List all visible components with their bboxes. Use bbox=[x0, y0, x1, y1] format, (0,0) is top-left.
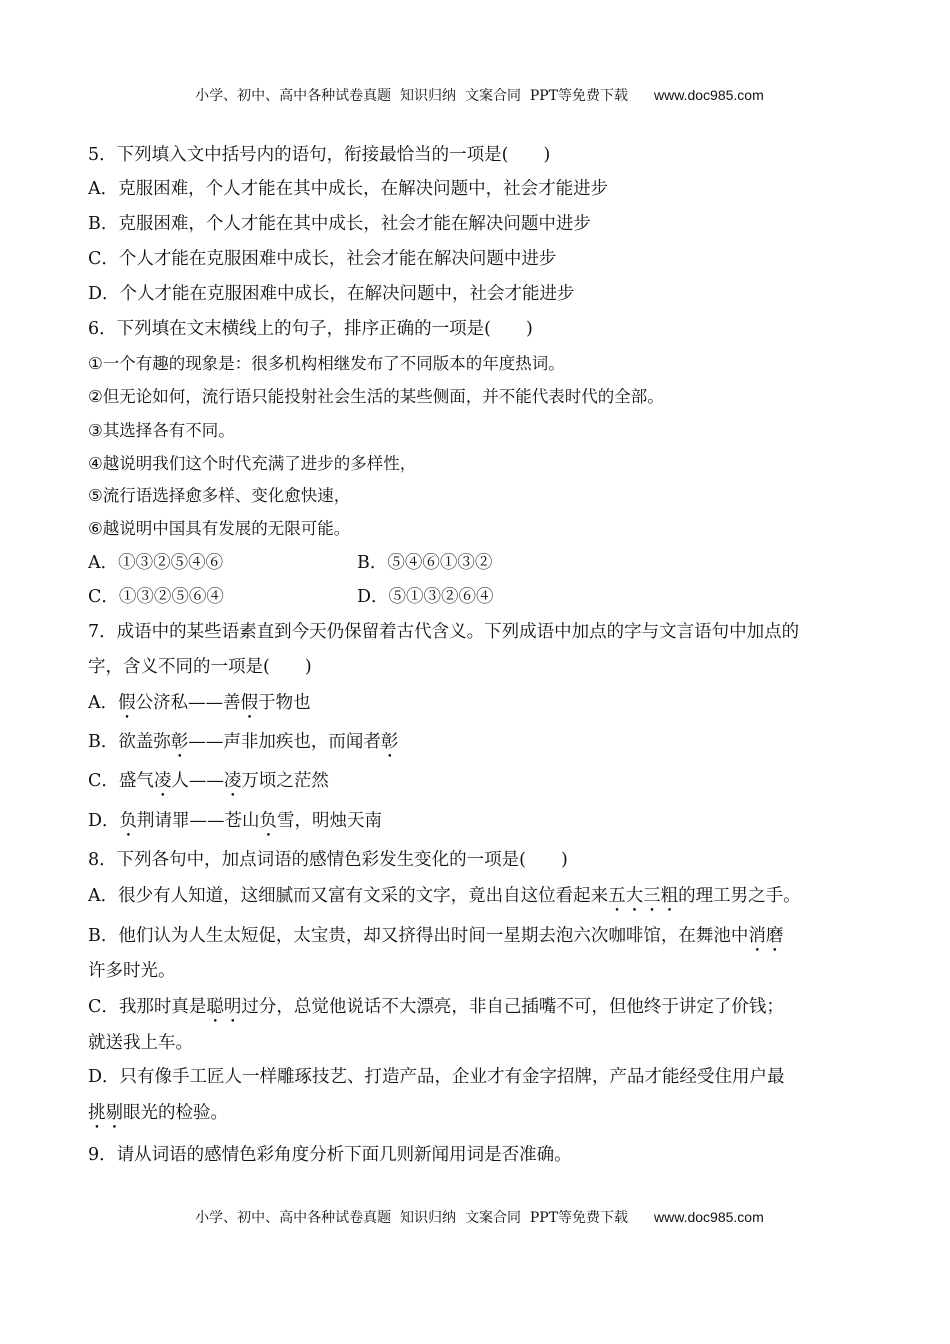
text-segment: C．盛气 bbox=[88, 771, 154, 791]
text-segment: D．个人才能在克服困难中成长，在解决问题中，社会才能进步 bbox=[88, 284, 575, 304]
text-segment: A． bbox=[88, 693, 119, 713]
text-segment: 5．下列填入文中括号内的语句，衔接最恰当的一项是( ) bbox=[88, 145, 551, 165]
footer-text: 小学、初中、高中各种试卷真题 知识归纳 文案合同 PPT等免费下载 bbox=[195, 1210, 629, 1226]
text-line bbox=[88, 352, 565, 376]
text-segment: ⑥越说明中国具有发展的无限可能。 bbox=[88, 519, 351, 538]
text-line bbox=[88, 247, 556, 271]
page-header bbox=[0, 69, 950, 105]
text-segment: 字，含义不同的一项是( ) bbox=[88, 657, 312, 677]
text-segment: D．只有像手工匠人一样雕琢技艺、打造产品，企业才有金字招牌，产品才能经受住用户最 bbox=[88, 1067, 785, 1087]
text-segment: B．他们认为人生太短促，太宝贵，却又挤得出时间一星期去泡六次咖啡馆，在舞池中 bbox=[88, 926, 749, 946]
text-segment: ④越说明我们这个时代充满了进步的多样性， bbox=[88, 454, 417, 473]
text-line bbox=[88, 317, 533, 341]
text-segment: ——声非加疾也，而闻者 bbox=[188, 732, 381, 752]
text-line bbox=[88, 730, 398, 762]
emphasized-text: 负 bbox=[119, 811, 138, 831]
text-line bbox=[88, 959, 176, 983]
text-line bbox=[88, 924, 783, 956]
emphasized-text: 凌 bbox=[153, 771, 172, 791]
text-line bbox=[88, 655, 312, 679]
text-segment: D． bbox=[88, 811, 120, 831]
text-line bbox=[88, 517, 350, 541]
emphasized-text: 挑剔 bbox=[88, 1103, 123, 1123]
text-segment: A．克服困难，个人才能在其中成长，在解决问题中，社会才能进步 bbox=[88, 179, 609, 199]
text-segment: 人—— bbox=[171, 771, 224, 791]
text-line bbox=[88, 1031, 193, 1055]
text-line bbox=[88, 585, 494, 609]
text-segment: C．个人才能在克服困难中成长，社会才能在解决问题中进步 bbox=[88, 249, 557, 269]
text-line bbox=[88, 1065, 785, 1089]
text-segment: 许多时光。 bbox=[88, 961, 176, 981]
header-text: 小学、初中、高中各种试卷真题 知识归纳 文案合同 PPT等免费下载 bbox=[195, 88, 629, 104]
text-line bbox=[88, 419, 235, 443]
text-segment: 9．请从词语的感情色彩角度分析下面几则新闻用词是否准确。 bbox=[88, 1145, 572, 1165]
text-segment: 万顷之茫然 bbox=[241, 771, 329, 791]
text-segment: 的理工男之手。 bbox=[678, 886, 801, 906]
text-segment: 6．下列填在文末横线上的句子，排序正确的一项是( ) bbox=[88, 319, 533, 339]
text-line bbox=[88, 551, 493, 575]
text-line bbox=[88, 177, 608, 201]
text-line bbox=[88, 848, 568, 872]
text-segment: 雪，明烛天南 bbox=[277, 811, 383, 831]
text-segment: 8．下列各句中，加点词语的感情色彩发生变化的一项是( ) bbox=[88, 850, 568, 870]
text-segment: ⑤流行语选择愈多样、变化愈快速， bbox=[88, 486, 351, 505]
text-line bbox=[88, 385, 664, 409]
emphasized-text: 聪明 bbox=[206, 997, 242, 1017]
text-line bbox=[88, 620, 799, 644]
emphasized-text: 负 bbox=[259, 811, 278, 831]
text-line bbox=[88, 1101, 228, 1133]
text-line bbox=[88, 691, 311, 723]
header-url[interactable]: www.doc985.com bbox=[654, 87, 764, 103]
text-segment: C．①③②⑤⑥④ bbox=[88, 587, 224, 607]
page-footer bbox=[0, 1191, 950, 1227]
emphasized-text: 彰 bbox=[380, 732, 399, 752]
emphasized-text: 五大三粗 bbox=[608, 886, 679, 906]
text-segment: A．①③②⑤④⑥ bbox=[88, 553, 224, 573]
text-segment: 公济私——善 bbox=[135, 693, 241, 713]
text-segment: 就送我上车。 bbox=[88, 1033, 193, 1053]
footer-url[interactable]: www.doc985.com bbox=[654, 1209, 764, 1225]
text-line bbox=[88, 1143, 572, 1167]
emphasized-text: 彰 bbox=[170, 732, 189, 752]
emphasized-text: 消磨 bbox=[748, 926, 784, 946]
text-segment: ②但无论如何，流行语只能投射社会生活的某些侧面，并不能代表时代的全部。 bbox=[88, 387, 664, 406]
text-line bbox=[88, 484, 350, 508]
text-segment: A．很少有人知道，这细腻而又富有文采的文字，竟出自这位看起来 bbox=[88, 886, 609, 906]
text-segment: 7．成语中的某些语素直到今天仍保留着古代含义。下列成语中加点的字与文言语句中加点的 bbox=[88, 622, 800, 642]
text-segment: 过分，总觉他说话不大漂亮，非自己插嘴不可，但他终于讲定了价钱； bbox=[241, 997, 784, 1017]
text-line bbox=[88, 809, 382, 841]
text-line bbox=[88, 769, 329, 801]
option-second-column: B．⑤④⑥①③② bbox=[357, 553, 493, 573]
text-segment: 眼光的检验。 bbox=[123, 1103, 228, 1123]
text-line bbox=[88, 452, 416, 476]
text-line bbox=[88, 995, 784, 1027]
text-segment: C．我那时真是 bbox=[88, 997, 207, 1017]
text-segment: B．欲盖弥 bbox=[88, 732, 171, 752]
emphasized-text: 假 bbox=[240, 693, 259, 713]
text-segment: ①一个有趣的现象是：很多机构相继发布了不同版本的年度热词。 bbox=[88, 354, 565, 373]
text-line bbox=[88, 143, 550, 167]
text-line bbox=[88, 212, 591, 236]
emphasized-text: 假 bbox=[118, 693, 136, 713]
text-segment: B．克服困难，个人才能在其中成长，社会才能在解决问题中进步 bbox=[88, 214, 591, 234]
text-line bbox=[88, 282, 575, 306]
text-segment: 于物也 bbox=[258, 693, 311, 713]
text-segment: ③其选择各有不同。 bbox=[88, 421, 235, 440]
text-segment: 荆请罪——苍山 bbox=[137, 811, 260, 831]
text-line bbox=[88, 884, 801, 916]
emphasized-text: 凌 bbox=[223, 771, 242, 791]
option-second-column: D．⑤①③②⑥④ bbox=[357, 587, 494, 607]
